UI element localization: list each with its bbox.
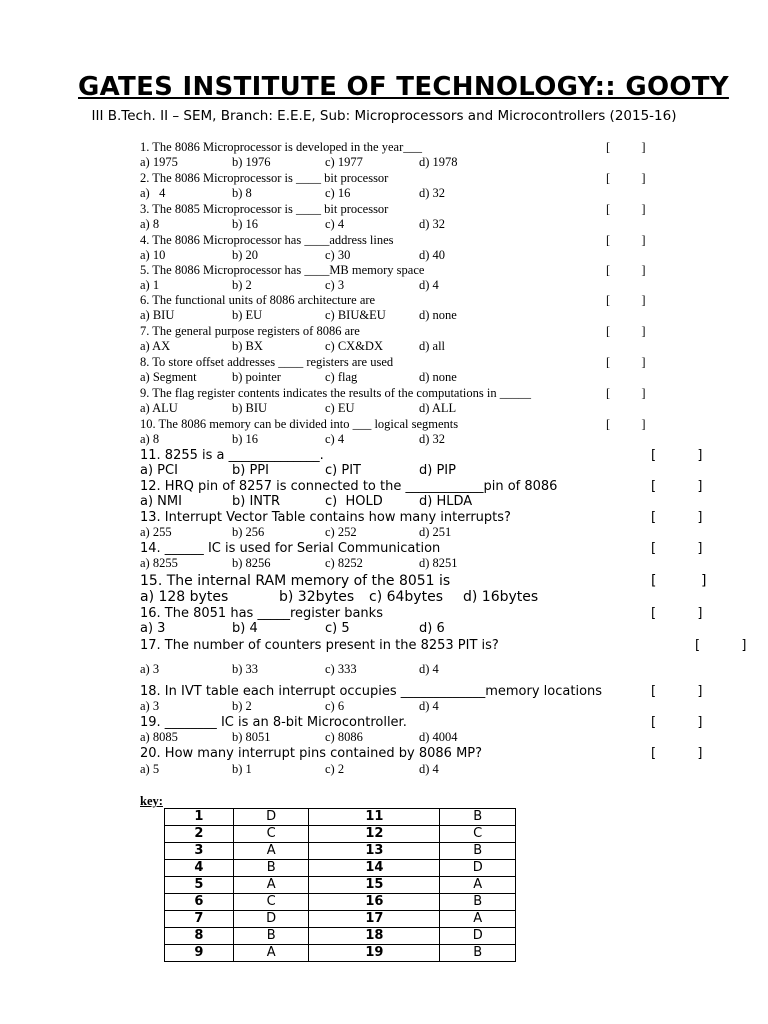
answer-bracket: [ ] (651, 606, 703, 621)
option: a) ALU (140, 401, 178, 415)
answer-bracket: [ ] (651, 510, 703, 525)
answer-bracket: [ ] (651, 715, 703, 730)
answer-bracket: [ ] (606, 263, 646, 277)
answer-bracket: [ ] (606, 233, 646, 247)
answer-bracket: [ ] (651, 479, 703, 494)
option: c) PIT (325, 463, 361, 478)
option: c) 2 (325, 762, 345, 776)
question-15 (140, 573, 768, 588)
key-question-number: 13 (309, 843, 440, 860)
key-question-number: 1 (165, 809, 234, 826)
answer-bracket: [ ] (606, 355, 646, 369)
key-label: key: (140, 794, 163, 808)
question-17 (140, 638, 768, 653)
option: a) 1975 (140, 155, 178, 169)
option: d) 4 (419, 278, 439, 292)
answer-bracket: [ ] (606, 202, 646, 216)
key-answer: A (440, 911, 516, 928)
key-answer: A (233, 843, 309, 860)
key-answer: B (233, 928, 309, 945)
option: c) flag (325, 370, 358, 384)
option: c) EU (325, 401, 355, 415)
option: b) 16 (232, 432, 259, 446)
option: c) 3 (325, 278, 345, 292)
key-question-number: 4 (165, 860, 234, 877)
key-question-number: 5 (165, 877, 234, 894)
option: a) BIU (140, 308, 175, 322)
key-question-number: 18 (309, 928, 440, 945)
key-question-number: 2 (165, 826, 234, 843)
answer-bracket: [ ] (606, 417, 646, 431)
key-answer: A (233, 877, 309, 894)
key-row (165, 860, 516, 877)
question-text: 11. 8255 is a ______________. (140, 448, 324, 463)
question-text: 2. The 8086 Microprocessor is ____ bit processor (140, 171, 389, 185)
option: a) Segment (140, 370, 197, 384)
option: d) 4 (419, 762, 439, 776)
question-text: 9. The flag register contents indicates the results of the computations in _____ (140, 386, 531, 400)
key-answer: B (440, 809, 516, 826)
answer-bracket: [ ] (651, 541, 703, 556)
question-13 (140, 510, 768, 525)
question-text: 5. The 8086 Microprocessor has ____MB memory space (140, 263, 425, 277)
answer-bracket: [ ] (695, 638, 747, 653)
option: b) pointer (232, 370, 281, 384)
question-11 (140, 448, 768, 463)
answer-bracket: [ ] (651, 684, 703, 699)
question-text: 10. The 8086 memory can be divided into ___ logical segments (140, 417, 459, 431)
question-19 (140, 715, 768, 730)
option: c) 1977 (325, 155, 363, 169)
key-row (165, 945, 516, 962)
option: b) 32bytes (279, 589, 355, 605)
option: d) 6 (419, 621, 445, 636)
option: a) 3 (140, 621, 166, 636)
answer-bracket: [ ] (606, 324, 646, 338)
key-row (165, 877, 516, 894)
question-text: 19. ________ IC is an 8-bit Microcontroller. (140, 715, 407, 730)
question-5 (140, 263, 768, 278)
option: a) 3 (140, 662, 160, 676)
option: a) 4 (140, 186, 166, 200)
question-2 (140, 171, 768, 186)
option: d) PIP (419, 463, 456, 478)
option: a) 8085 (140, 730, 178, 744)
option: c) 252 (325, 525, 357, 539)
key-answer: B (440, 945, 516, 962)
key-row (165, 809, 516, 826)
question-text: 6. The functional units of 8086 architecture are (140, 293, 376, 307)
key-answer: D (440, 860, 516, 877)
key-answer: D (440, 928, 516, 945)
option: b) 2 (232, 278, 252, 292)
option: b) 256 (232, 525, 265, 539)
key-row (165, 894, 516, 911)
answer-bracket: [ ] (651, 746, 703, 761)
option: d) 32 (419, 217, 446, 231)
option: d) all (419, 339, 446, 353)
option: a) AX (140, 339, 171, 353)
question-8 (140, 355, 768, 370)
option: b) 8256 (232, 556, 271, 570)
key-question-number: 19 (309, 945, 440, 962)
option: d) 8251 (419, 556, 458, 570)
option: a) 10 (140, 248, 166, 262)
key-row (165, 911, 516, 928)
question-14 (140, 541, 768, 556)
option: d) 4 (419, 662, 439, 676)
key-question-number: 8 (165, 928, 234, 945)
question-text: 8. To store offset addresses ____ registers are used (140, 355, 394, 369)
option: d) ALL (419, 401, 457, 415)
option: c) 16 (325, 186, 351, 200)
option: c) HOLD (325, 494, 383, 509)
key-row (165, 843, 516, 860)
key-answer: A (233, 945, 309, 962)
answer-bracket: [ ] (606, 386, 646, 400)
option: a) 1 (140, 278, 160, 292)
key-question-number: 7 (165, 911, 234, 928)
key-question-number: 16 (309, 894, 440, 911)
option: a) 255 (140, 525, 172, 539)
option: b) 20 (232, 248, 259, 262)
question-1 (140, 140, 768, 155)
option: a) 8255 (140, 556, 178, 570)
option: d) 40 (419, 248, 446, 262)
option: a) PCI (140, 463, 178, 478)
option: b) BX (232, 339, 263, 353)
key-question-number: 17 (309, 911, 440, 928)
question-20 (140, 746, 768, 761)
option: c) 64bytes (369, 589, 443, 605)
option: b) INTR (232, 494, 280, 509)
question-7 (140, 324, 768, 339)
key-question-number: 3 (165, 843, 234, 860)
question-text: 15. The internal RAM memory of the 8051 is (140, 573, 451, 589)
option: a) 128 bytes (140, 589, 229, 605)
option: a) 8 (140, 217, 160, 231)
key-answer: D (233, 809, 309, 826)
question-text: 7. The general purpose registers of 8086 are (140, 324, 360, 338)
option: a) NMI (140, 494, 182, 509)
key-answer: C (233, 826, 309, 843)
option: c) 4 (325, 217, 345, 231)
answer-bracket: [ ] (606, 293, 646, 307)
option: c) 5 (325, 621, 350, 636)
option: d) 32 (419, 432, 446, 446)
question-text: 18. In IVT table each interrupt occupies _____________memory locations (140, 684, 603, 699)
option: b) 8051 (232, 730, 271, 744)
option: d) 1978 (419, 155, 458, 169)
question-18 (140, 684, 768, 699)
option: b) 8 (232, 186, 252, 200)
option: b) 16 (232, 217, 259, 231)
key-question-number: 11 (309, 809, 440, 826)
key-answer: B (440, 843, 516, 860)
key-answer: C (440, 826, 516, 843)
question-6 (140, 293, 768, 308)
answer-bracket: [ ] (606, 171, 646, 185)
question-text: 16. The 8051 has _____register banks (140, 606, 383, 621)
option: a) 8 (140, 432, 160, 446)
answer-key-table (164, 808, 516, 962)
key-answer: B (233, 860, 309, 877)
question-10 (140, 417, 768, 432)
question-text: 4. The 8086 Microprocessor has ____address lines (140, 233, 394, 247)
question-3 (140, 202, 768, 217)
option: c) CX&DX (325, 339, 383, 353)
question-text: 12. HRQ pin of 8257 is connected to the ____________pin of 8086 (140, 479, 558, 494)
option: b) 2 (232, 699, 252, 713)
question-9 (140, 386, 768, 401)
question-text: 1. The 8086 Microprocessor is developed in the year___ (140, 140, 422, 154)
option: d) none (419, 308, 457, 322)
question-text: 3. The 8085 Microprocessor is ____ bit processor (140, 202, 389, 216)
key-question-number: 9 (165, 945, 234, 962)
question-text: 14. ______ IC is used for Serial Communication (140, 541, 441, 556)
answer-bracket: [ ] (651, 448, 703, 463)
option: d) 32 (419, 186, 446, 200)
answer-bracket: [ ] (606, 140, 646, 154)
key-answer: A (440, 877, 516, 894)
key-row (165, 928, 516, 945)
key-question-number: 12 (309, 826, 440, 843)
key-question-number: 14 (309, 860, 440, 877)
page-title: GATES INSTITUTE OF TECHNOLOGY:: GOOTY (78, 72, 729, 102)
question-text: 20. How many interrupt pins contained by 8086 MP? (140, 746, 483, 761)
key-question-number: 6 (165, 894, 234, 911)
option: a) 3 (140, 699, 160, 713)
option: b) 1 (232, 762, 252, 776)
question-4 (140, 233, 768, 248)
option: d) 251 (419, 525, 452, 539)
option: d) 4 (419, 699, 439, 713)
option: c) 6 (325, 699, 345, 713)
option: b) 1976 (232, 155, 271, 169)
option: c) 4 (325, 432, 345, 446)
option: a) 5 (140, 762, 160, 776)
key-question-number: 15 (309, 877, 440, 894)
option: b) BIU (232, 401, 268, 415)
answer-bracket: [ ] (651, 573, 707, 589)
key-answer: C (233, 894, 309, 911)
option: d) 4004 (419, 730, 458, 744)
option: c) BIU&EU (325, 308, 386, 322)
key-row (165, 826, 516, 843)
option: b) 4 (232, 621, 258, 636)
question-12 (140, 479, 768, 494)
option: b) EU (232, 308, 263, 322)
option: d) none (419, 370, 457, 384)
option: c) 8086 (325, 730, 363, 744)
question-text: 13. Interrupt Vector Table contains how many interrupts? (140, 510, 511, 525)
option: b) PPI (232, 463, 269, 478)
option: c) 30 (325, 248, 351, 262)
option: d) HLDA (419, 494, 473, 509)
key-answer: D (233, 911, 309, 928)
question-16 (140, 606, 768, 621)
option: c) 333 (325, 662, 357, 676)
option: b) 33 (232, 662, 259, 676)
key-answer: B (440, 894, 516, 911)
option: d) 16bytes (463, 589, 539, 605)
question-text: 17. The number of counters present in the 8253 PIT is? (140, 638, 499, 653)
option: c) 8252 (325, 556, 363, 570)
page-subtitle: III B.Tech. II – SEM, Branch: E.E.E, Sub: Microprocessors and Microcontrollers (2015-16) (91, 108, 677, 124)
